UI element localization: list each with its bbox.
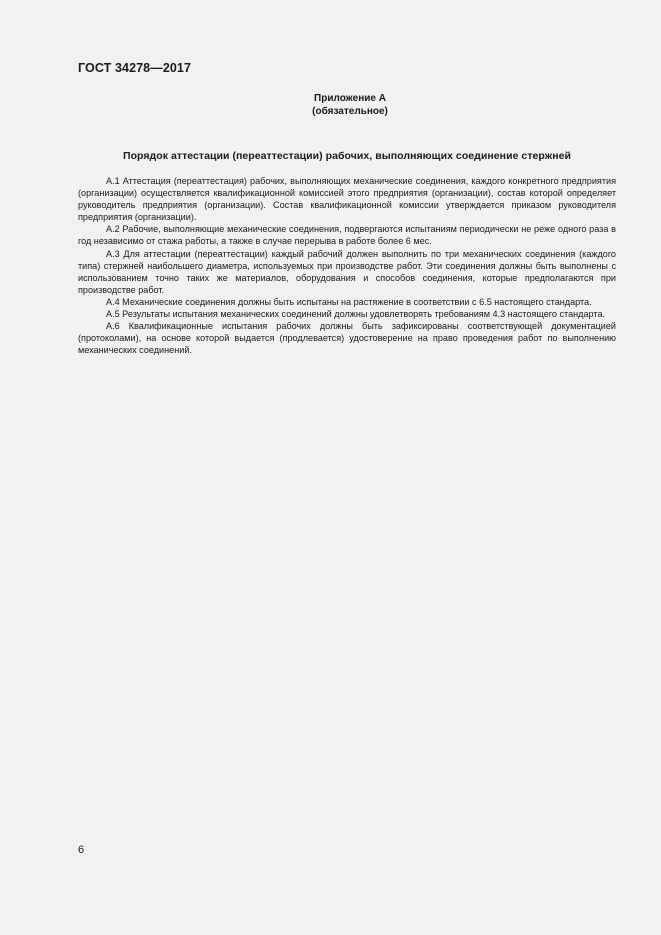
- annex-status: (обязательное): [312, 106, 388, 117]
- paragraph-a1: А.1 Аттестация (переаттестация) рабочих, выполняющих механические соединения, каждого конкретного предприятия (организации) осуществляется квалификационной комиссией этого предприятия (организации), состав которой определяет руководитель предприятия (организации). Состав квалификационной комиссии утверждается приказом руководителя предприятия (организации).: [78, 176, 616, 223]
- document-code: ГОСТ 34278—2017: [78, 61, 192, 75]
- annex-title: Приложение А: [314, 93, 386, 104]
- section-title: Порядок аттестации (переаттестации) рабочих, выполняющих соединение стержней: [122, 150, 572, 162]
- page-number: 6: [78, 844, 85, 856]
- body-text: [78, 175, 616, 356]
- paragraph-a5: А.5 Результаты испытания механических соединений должны удовлетворять требованиям 4.3 настоящего стандарта.: [106, 309, 606, 320]
- paragraph-a3: А.3 Для аттестации (переаттестации) каждый рабочий должен выполнить по три механических соединения (каждого типа) стержней наибольшего диаметра, используемых при производстве работ. Эти соединения должны быть выполнены с использованием точно таких же материалов, оборудования и способов соединения, которые предполагаются при производстве работ.: [78, 248, 616, 295]
- paragraph-a2: А.2 Рабочие, выполняющие механические соединения, подвергаются испытаниям периодически не реже одного раза в год независимо от стажа работы, а также в случае перерыва в работе более 6 мес.: [78, 224, 616, 247]
- paragraph-a4: А.4 Механические соединения должны быть испытаны на растяжение в соответствии с 6.5 настоящего стандарта.: [106, 296, 592, 307]
- annex-heading: [290, 92, 410, 118]
- paragraph-a6: А.6 Квалификационные испытания рабочих должны быть зафиксированы соответствующей документацией (протоколами), на основе которой выдается (продлевается) удостоверение на право проведения работ по выполнению механических соединений.: [78, 321, 616, 356]
